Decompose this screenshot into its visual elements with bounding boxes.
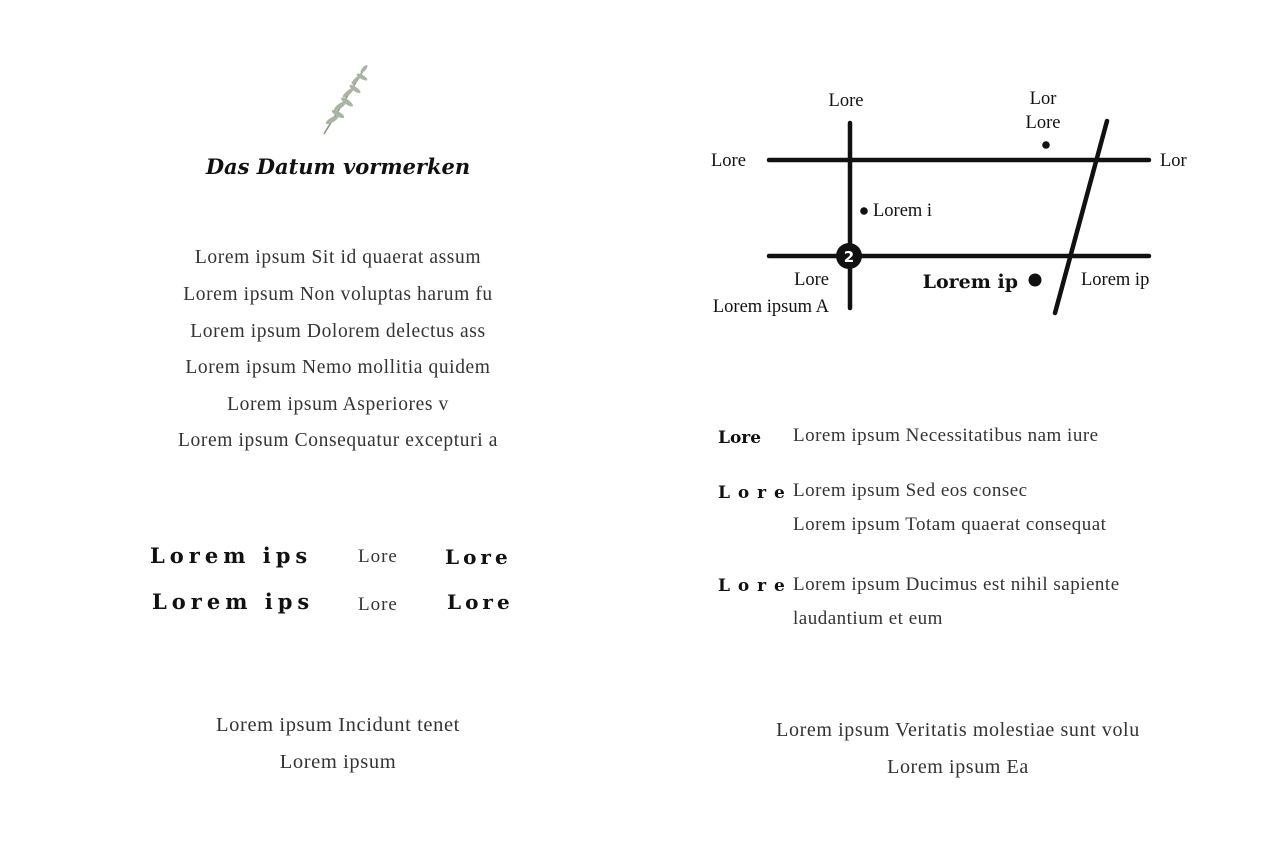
date-row-value: Lore (445, 545, 512, 569)
poi-dot-top (1042, 141, 1050, 149)
schedule-text: Lorem ipsum Totam quaerat consequat (793, 514, 1107, 535)
date-row-day: Lorem ips (152, 589, 315, 614)
date-row-sep: Lore (358, 546, 398, 567)
venue-dot (1029, 274, 1042, 287)
intro-line: Lorem ipsum Dolorem delectus ass (190, 321, 486, 342)
label-venue: Lorem ip (922, 271, 1018, 293)
schedule-label: L o r e (718, 576, 786, 596)
poi-dot-mid (860, 207, 868, 215)
date-row-value: Lore (447, 590, 514, 614)
label-top-street: Lore (828, 91, 864, 111)
schedule-label: Lore (718, 428, 762, 448)
label-top-right-2: Lore (1025, 113, 1061, 133)
schedule-text: Lorem ipsum Ducimus est nihil sapiente (793, 574, 1120, 595)
schedule-text: Lorem ipsum Sed eos consec (793, 480, 1028, 501)
intro-line: Lorem ipsum Sit id quaerat assum (194, 247, 482, 268)
label-below-left-1: Lore (794, 270, 829, 290)
schedule-label: L o r e (718, 483, 786, 503)
footer-line: Lorem ipsum (279, 751, 397, 773)
date-row-day: Lorem ips (150, 543, 313, 568)
page-title: Das Datum vormerken (205, 154, 471, 179)
label-right-street: Lor (1160, 151, 1187, 171)
right-footer-line: Lorem ipsum Ea (887, 756, 1029, 778)
intro-line: Lorem ipsum Non voluptas harum fu (183, 284, 493, 305)
label-poi-mid: Lorem i (873, 201, 933, 221)
footer-line: Lorem ipsum Incidunt tenet (216, 714, 460, 736)
label-top-right-1: Lor (1029, 89, 1057, 109)
location-map (0, 0, 1280, 340)
date-row-sep: Lore (358, 594, 398, 615)
marker-number: 2 (843, 248, 855, 266)
label-below-left-2: Lorem ipsum A (712, 297, 829, 317)
right-footer-line: Lorem ipsum Veritatis molestiae sunt volu (776, 719, 1140, 741)
label-right-lower: Lorem ip (1081, 270, 1150, 290)
schedule-text: Lorem ipsum Necessitatibus nam iure (793, 425, 1099, 446)
label-left-street: Lore (711, 151, 746, 171)
intro-line: Lorem ipsum Consequatur excepturi a (178, 430, 498, 451)
intro-line: Lorem ipsum Nemo mollitia quidem (185, 357, 491, 378)
schedule-text: laudantium et eum (793, 608, 943, 629)
intro-line: Lorem ipsum Asperiores v (227, 394, 449, 415)
